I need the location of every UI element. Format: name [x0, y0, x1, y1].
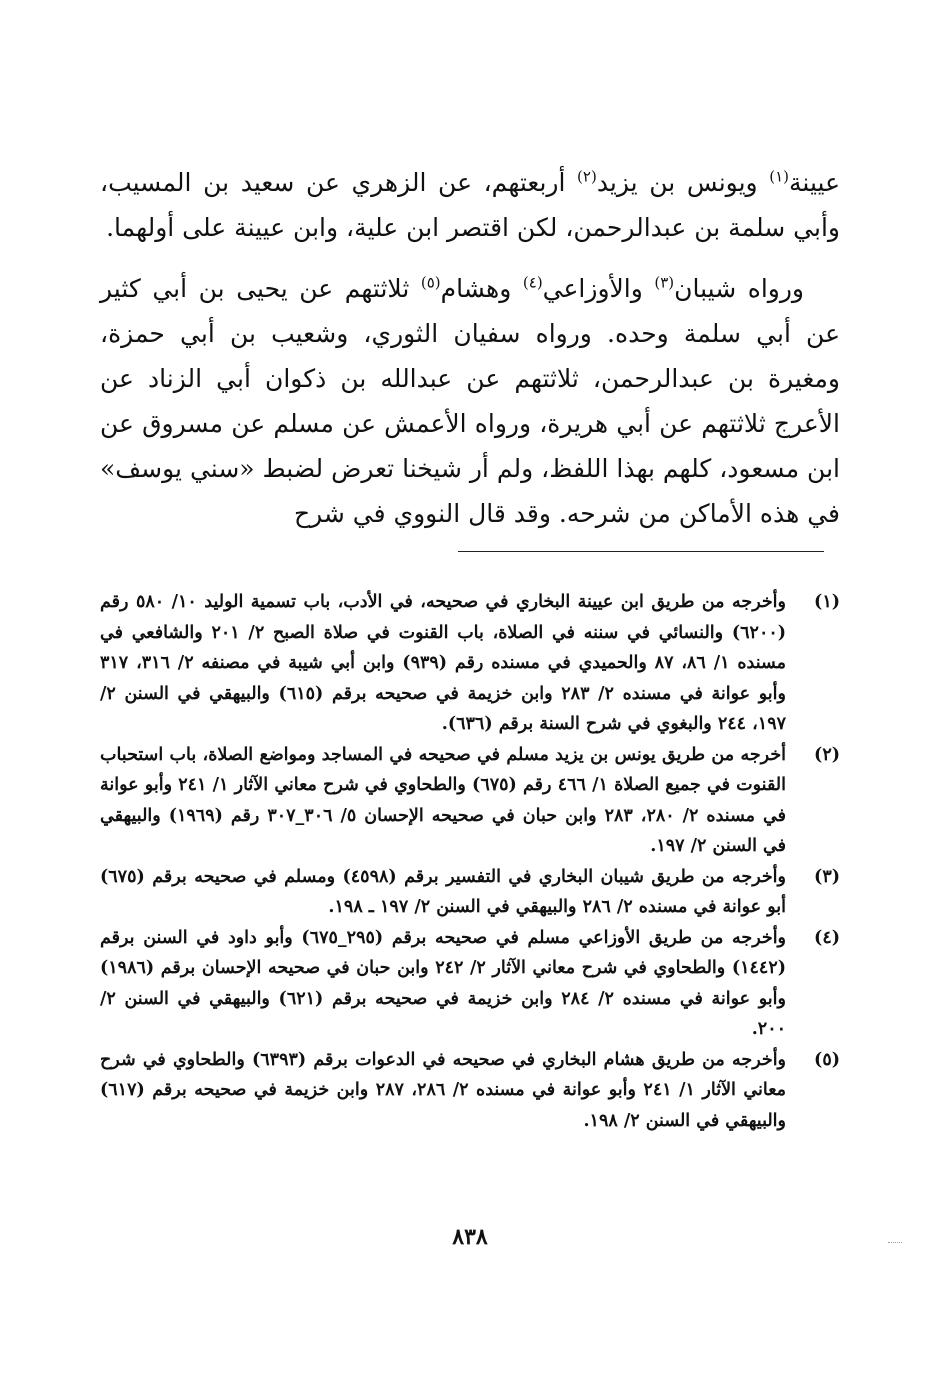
footnote-number: (١) — [814, 592, 840, 612]
footnote-ref-2[interactable]: (٢) — [577, 167, 597, 186]
footnote-ref-3[interactable]: (٣) — [654, 273, 675, 292]
text-segment: والأوزاعي — [542, 274, 655, 303]
main-text — [100, 160, 840, 536]
footnote-number: (٢) — [814, 744, 840, 765]
text-segment: ويونس بن يزيد — [596, 168, 770, 197]
footnote-divider — [458, 551, 824, 552]
scan-edge-mark — [888, 1242, 902, 1243]
paragraph — [100, 266, 840, 536]
footnote-text: وأخرجه من طريق ابن عيينة البخاري في صحيحه، في الأدب، باب تسمية الوليد ١٠/ ٥٨٠ رقم (٦٢٠٠) والنسائي في سننه في الصلاة، باب القنوت في صلاة الصبح ٢/ ٢٠١ والشافعي في مسنده ١/ ٨٦، ٨٧ والحميدي في مسنده رقم (٩٣٩) وابن أبي شيبة في مصنفه ٢/ ٣١٦، ٣١٧ وأبو عوانة في مسنده ٢/ ٢٨٣ وابن خزيمة في صحيحه برقم (٦١٥) والبيهقي في السنن ٢/ ١٩٧، ٢٤٤ والبغوي في شرح السنة برقم (٦٣٦). — [100, 592, 787, 734]
footnote-text: وأخرجه من طريق الأوزاعي مسلم في صحيحه برقم (٢٩٥_٦٧٥) وأبو داود في السنن برقم (١٤٤٢) والطحاوي في شرح معاني الآثار ٢/ ٢٤٢ وابن حبان في صحيحه الإحسان برقم (١٩٨٦) وأبو عوانة في مسنده ٢/ ٢٨٤ وابن خزيمة في صحيحه برقم (٦٢١) والبيهقي في السنن ٢/ ٢٠٠. — [100, 927, 787, 1039]
footnotes — [100, 587, 840, 1136]
text-segment: عيينة — [789, 168, 840, 197]
text-segment: ورواه شيبان — [674, 274, 804, 303]
footnote-3 — [100, 862, 840, 923]
footnote-4 — [100, 923, 840, 1045]
text-segment: وهشام — [440, 274, 523, 303]
footnote-2 — [100, 740, 840, 862]
page-number: ٨٣٨ — [452, 1224, 488, 1250]
footnote-number: (٥) — [814, 1049, 840, 1070]
footnote-text: أخرجه من طريق يونس بن يزيد مسلم في صحيحه في المساجد ومواضع الصلاة، باب استحباب القنوت في جميع الصلاة ١/ ٤٦٦ رقم (٦٧٥) والطحاوي في شرح معاني الآثار ١/ ٢٤١ وأبو عوانة في مسنده ٢/ ٢٨٠، ٢٨٣ وابن حبان في صحيحه الإحسان ٥/ ٣٠٦_٣٠٧ رقم (١٩٦٩) والبيهقي في السنن ٢/ ١٩٧. — [100, 744, 786, 856]
text-segment: ثلاثتهم عن يحيى بن أبي كثير عن أبي سلمة وحده. ورواه سفيان الثوري، وشعيب بن أبي حمزة، ومغيرة بن عبدالرحمن، ثلاثتهم عن عبدالله بن ذكوان أبي الزناد عن الأعرج ثلاثتهم عن أبي هريرة، ورواه الأعمش عن مسلم عن مسروق عن ابن مسعود، كلهم بهذا اللفظ، ولم أر شيخنا تعرض لضبط «سني يوسف» في هذه الأماكن من شرحه. وقد قال النووي في شرح — [100, 274, 840, 528]
footnote-text: وأخرجه من طريق شيبان البخاري في التفسير برقم (٤٥٩٨) ومسلم في صحيحه برقم (٦٧٥) أبو عوانة في مسنده ٢/ ٢٨٦ والبيهقي في السنن ٢/ ١٩٧ ـ ١٩٨. — [100, 866, 786, 917]
footnote-number: (٣) — [814, 866, 840, 887]
paragraph — [100, 160, 840, 250]
footnote-ref-1[interactable]: (١) — [769, 167, 790, 186]
footnote-5 — [100, 1045, 840, 1137]
footnote-1 — [100, 587, 840, 740]
footnote-number: (٤) — [814, 927, 840, 948]
footnote-text: وأخرجه من طريق هشام البخاري في صحيحه في الدعوات برقم (٦٣٩٣) والطحاوي في شرح معاني الآثار ١/ ٢٤١ وأبو عوانة في مسنده ٢/ ٢٨٦، ٢٨٧ وابن خزيمة في صحيحه برقم (٦١٧) والبيهقي في السنن ٢/ ١٩٨. — [100, 1049, 787, 1131]
footnote-ref-5[interactable]: (٥) — [420, 273, 441, 292]
footnote-ref-4[interactable]: (٤) — [522, 273, 543, 292]
text-segment: أربعتهم، عن الزهري عن سعيد بن المسيب، وأبي سلمة بن عبدالرحمن، لكن اقتصر ابن علية، وابن عيينة على أولهما. — [100, 168, 840, 242]
